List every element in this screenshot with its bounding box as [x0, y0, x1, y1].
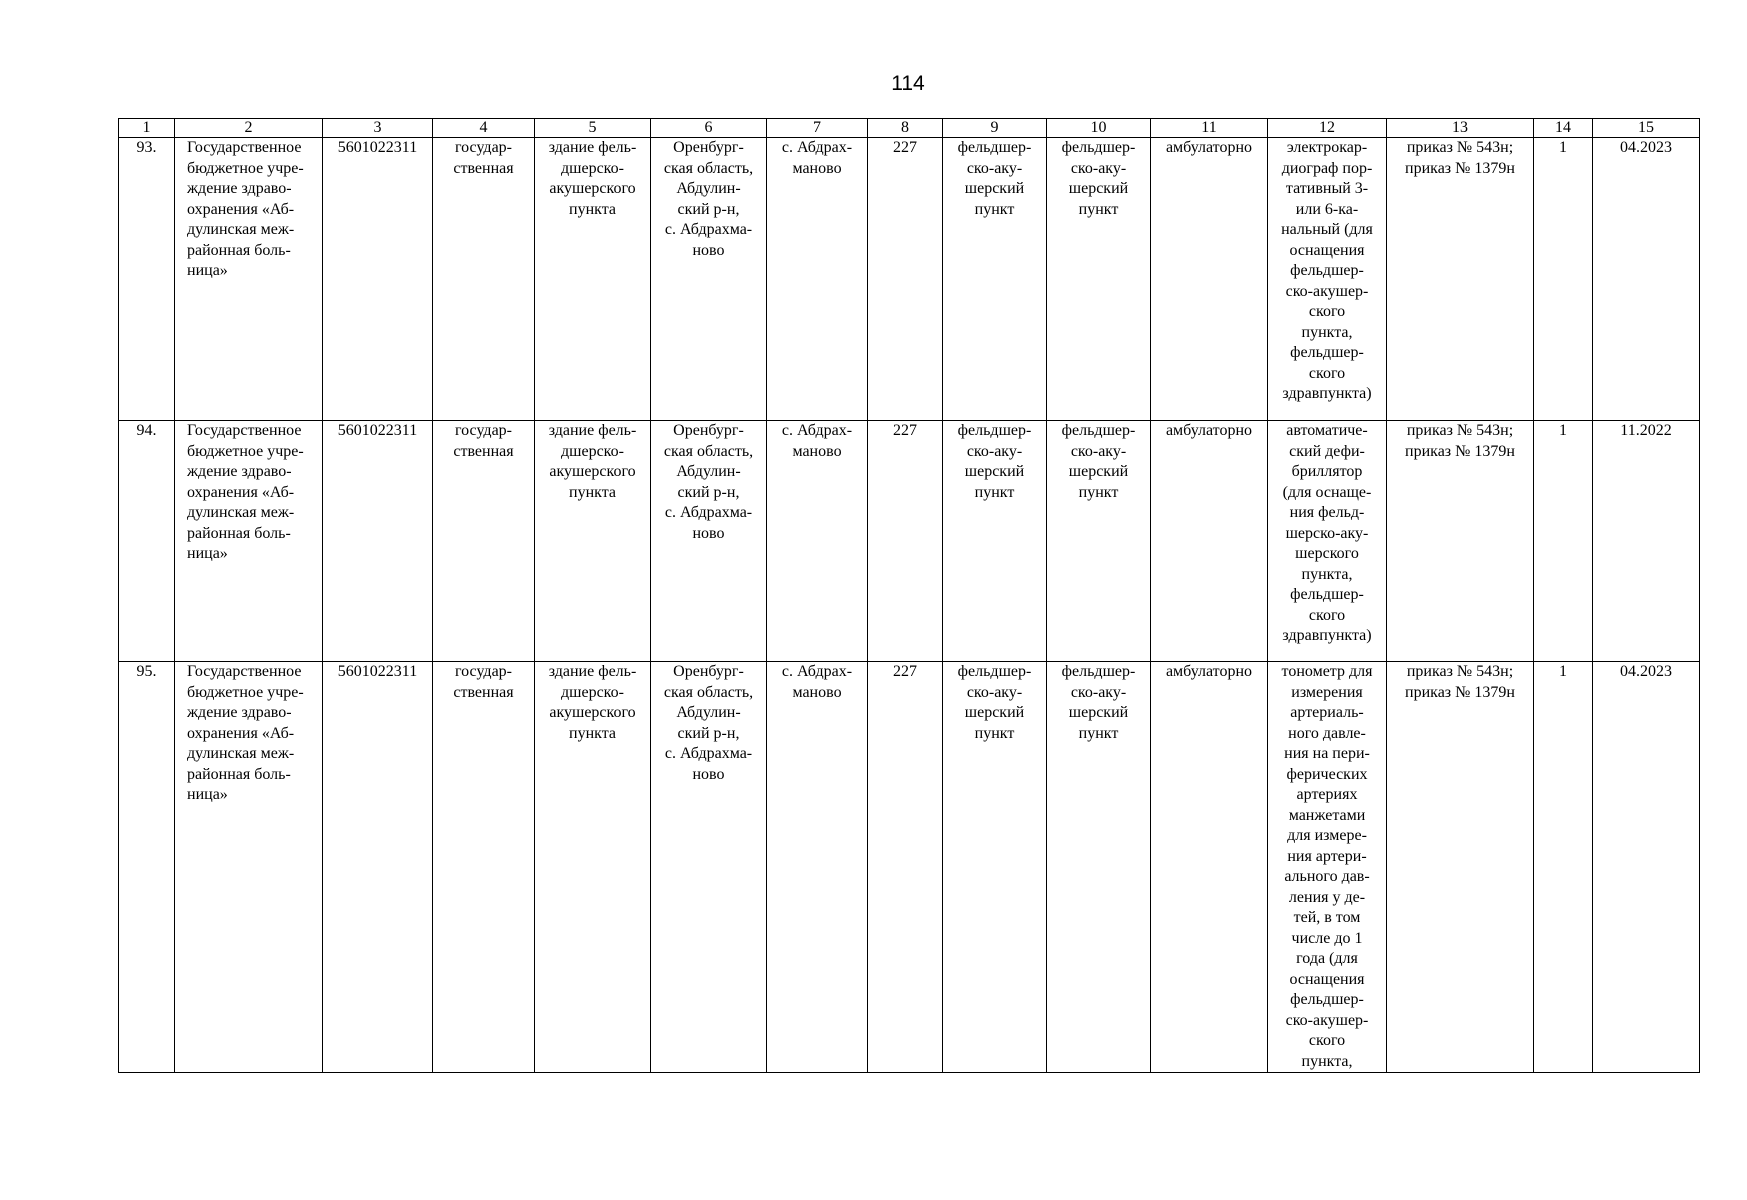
facility-type-cell: фельдшер- ско-аку- шерский пункт: [1047, 421, 1151, 662]
order-cell: приказ № 543н; приказ № 1379н: [1387, 662, 1534, 1073]
column-header: 12: [1268, 119, 1387, 138]
building-cell: здание фель- дшерско- акушерского пункта: [535, 662, 651, 1073]
inn-cell: 5601022311: [323, 138, 433, 421]
equipment-cell: электрокар- диограф пор- тативный 3- или 6-ка- нальный (для оснащения фельдшер- ско-акушер- ского пункта, фельдшер- ского здравпункта): [1268, 138, 1387, 421]
care-mode-cell: амбулаторно: [1151, 138, 1268, 421]
equipment-cell: автоматиче- ский дефи- бриллятор (для оснаще- ния фельд- шерско-аку- шерского пункта, фельдшер- ского здравпункта): [1268, 421, 1387, 662]
row-number-cell: 94.: [119, 421, 175, 662]
column-header: 13: [1387, 119, 1534, 138]
facility-type-cell: фельдшер- ско-аку- шерский пункт: [1047, 138, 1151, 421]
address-cell: Оренбург- ская область, Абдулин- ский р-н, с. Абдрахма- ново: [651, 421, 767, 662]
date-cell: 04.2023: [1593, 662, 1700, 1073]
quantity-cell: 1: [1534, 421, 1593, 662]
locality-cell: с. Абдрах- маново: [767, 138, 868, 421]
population-cell: 227: [868, 138, 943, 421]
equipment-cell: тонометр для измерения артериаль- ного давле- ния на пери- ферических артериях манжетами для измере- ния артери- ального дав- ления у де- тей, в том числе до 1 года (для оснащения фельдшер- ско-акушер- ского пункта,: [1268, 662, 1387, 1073]
building-cell: здание фель- дшерско- акушерского пункта: [535, 421, 651, 662]
column-header: 9: [943, 119, 1047, 138]
address-cell: Оренбург- ская область, Абдулин- ский р-н, с. Абдрахма- ново: [651, 138, 767, 421]
column-header: 3: [323, 119, 433, 138]
column-header: 15: [1593, 119, 1700, 138]
row-number-cell: 95.: [119, 662, 175, 1073]
quantity-cell: 1: [1534, 662, 1593, 1073]
care-mode-cell: амбулаторно: [1151, 421, 1268, 662]
address-cell: Оренбург- ская область, Абдулин- ский р-н, с. Абдрахма- ново: [651, 662, 767, 1073]
organization-cell: Государственное бюджетное учре- ждение здраво- охранения «Аб- дулинская меж- районная боль- ница»: [175, 662, 323, 1073]
ownership-cell: государ- ственная: [433, 421, 535, 662]
table-row: [119, 138, 1700, 421]
column-header: 7: [767, 119, 868, 138]
table-row: [119, 662, 1700, 1073]
column-header: 8: [868, 119, 943, 138]
ownership-cell: государ- ственная: [433, 662, 535, 1073]
date-cell: 04.2023: [1593, 138, 1700, 421]
locality-cell: с. Абдрах- маново: [767, 421, 868, 662]
order-cell: приказ № 543н; приказ № 1379н: [1387, 138, 1534, 421]
column-header: 2: [175, 119, 323, 138]
quantity-cell: 1: [1534, 138, 1593, 421]
facility-type-cell: фельдшер- ско-аку- шерский пункт: [943, 421, 1047, 662]
building-cell: здание фель- дшерско- акушерского пункта: [535, 138, 651, 421]
column-header: 5: [535, 119, 651, 138]
page-number: 114: [891, 72, 925, 95]
population-cell: 227: [868, 662, 943, 1073]
order-cell: приказ № 543н; приказ № 1379н: [1387, 421, 1534, 662]
column-header: 4: [433, 119, 535, 138]
facility-type-cell: фельдшер- ско-аку- шерский пункт: [943, 138, 1047, 421]
care-mode-cell: амбулаторно: [1151, 662, 1268, 1073]
column-number-row: [119, 119, 1700, 138]
row-number-cell: 93.: [119, 138, 175, 421]
column-header: 11: [1151, 119, 1268, 138]
facility-type-cell: фельдшер- ско-аку- шерский пункт: [943, 662, 1047, 1073]
date-cell: 11.2022: [1593, 421, 1700, 662]
column-header: 10: [1047, 119, 1151, 138]
column-header: 1: [119, 119, 175, 138]
equipment-table: [118, 118, 1700, 1073]
organization-cell: Государственное бюджетное учре- ждение здраво- охранения «Аб- дулинская меж- районная боль- ница»: [175, 138, 323, 421]
table-row: [119, 421, 1700, 662]
locality-cell: с. Абдрах- маново: [767, 662, 868, 1073]
column-header: 14: [1534, 119, 1593, 138]
population-cell: 227: [868, 421, 943, 662]
ownership-cell: государ- ственная: [433, 138, 535, 421]
inn-cell: 5601022311: [323, 421, 433, 662]
facility-type-cell: фельдшер- ско-аку- шерский пункт: [1047, 662, 1151, 1073]
organization-cell: Государственное бюджетное учре- ждение здраво- охранения «Аб- дулинская меж- районная боль- ница»: [175, 421, 323, 662]
column-header: 6: [651, 119, 767, 138]
inn-cell: 5601022311: [323, 662, 433, 1073]
